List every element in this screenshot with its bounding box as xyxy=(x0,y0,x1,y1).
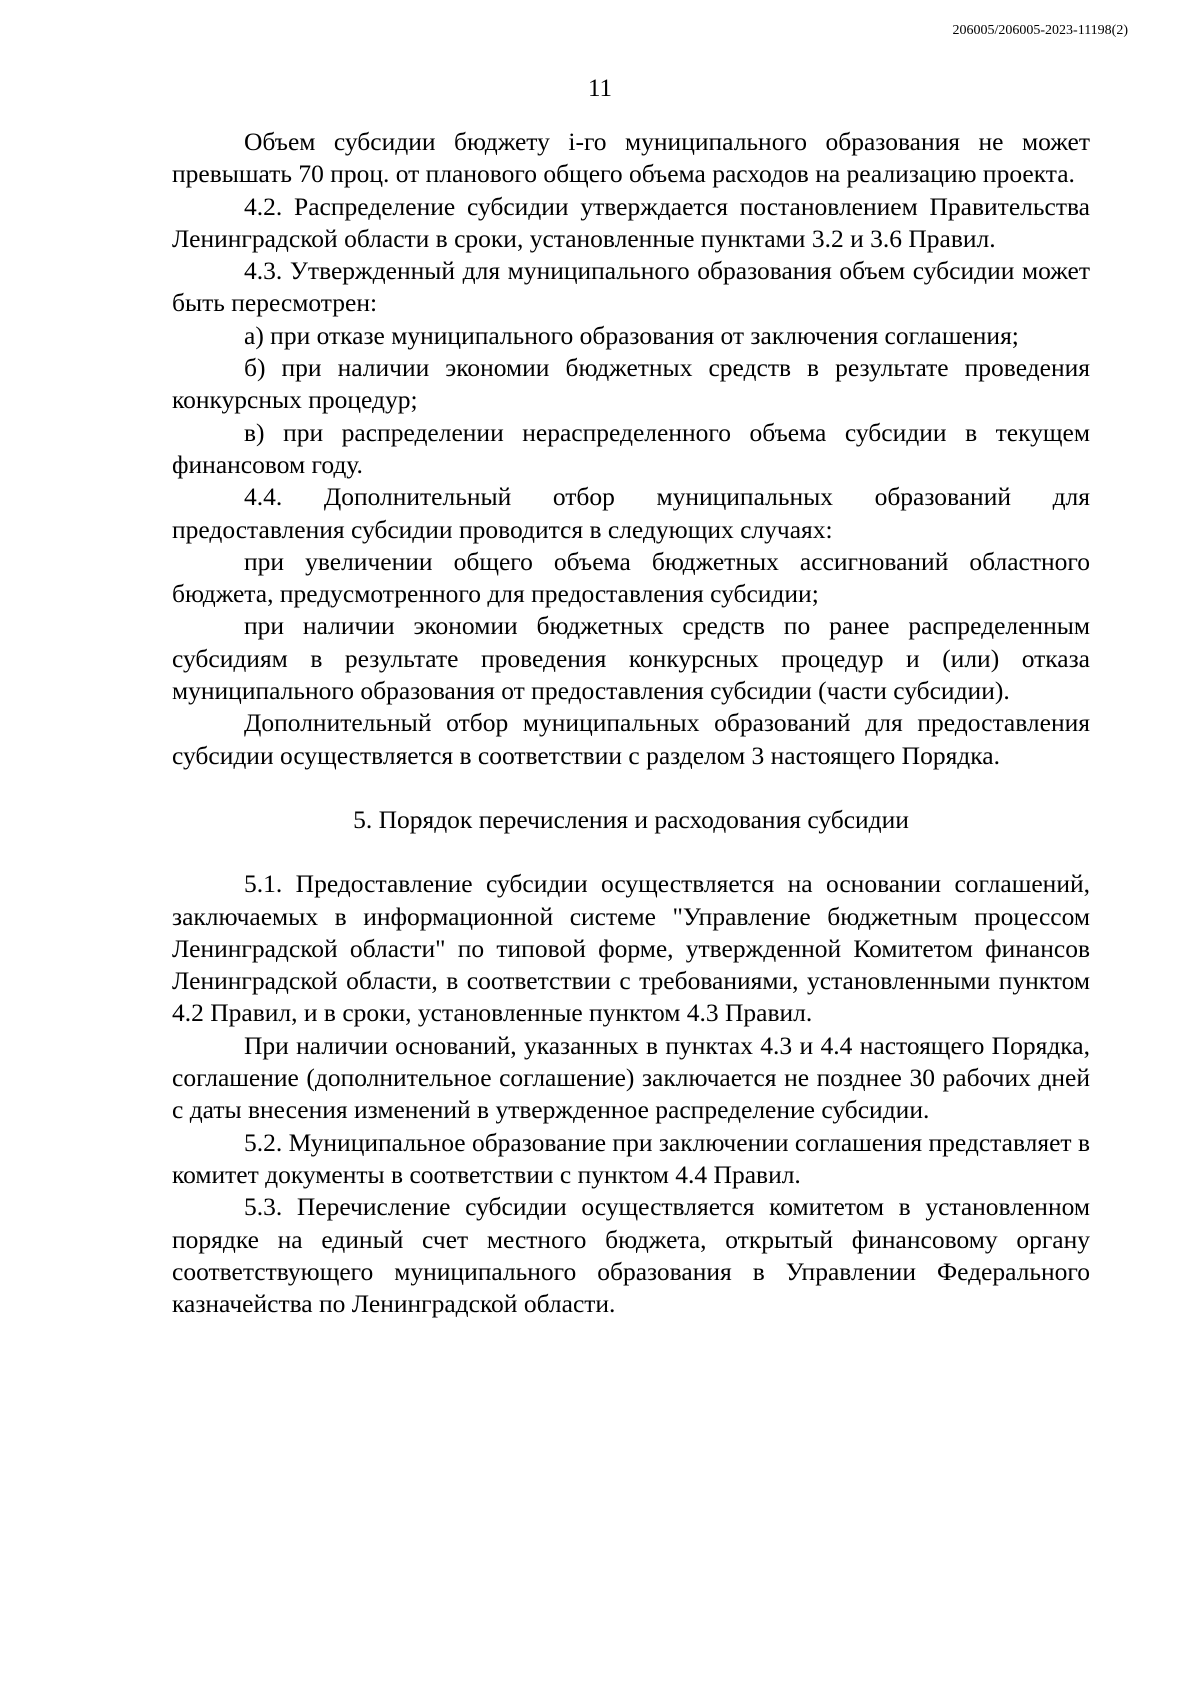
page-number: 11 xyxy=(587,75,613,102)
paragraph-5-1-grounds: При наличии оснований, указанных в пунктах 4.3 и 4.4 настоящего Порядка, соглашение (дополнительное соглашение) заключается не позднее 30 рабочих дней с даты внесения изменений в утвержденное распределение субсидии. xyxy=(172,1030,1090,1125)
paragraph-subsidy-limit: Объем субсидии бюджету i-го муниципального образования не может превышать 70 проц. от планового общего объема расходов на реализацию проекта. xyxy=(172,127,1090,189)
paragraph-4-3: 4.3. Утвержденный для муниципального образования объем субсидии может быть пересмотрен: xyxy=(172,256,1090,318)
document-body xyxy=(172,126,1090,1320)
paragraph-4-4-case-2: при наличии экономии бюджетных средств по ранее распределенным субсидиям в результате проведения конкурсных процедур и (или) отказа муниципального образования от предоставления субсидии (части субсидии). xyxy=(172,611,1090,706)
document-code: 206005/206005-2023-11198(2) xyxy=(952,23,1128,38)
paragraph-4-3-a: а) при отказе муниципального образования от заключения соглашения; xyxy=(244,320,1019,350)
paragraph-4-4: 4.4. Дополнительный отбор муниципальных образований для предоставления субсидии проводится в следующих случаях: xyxy=(172,482,1090,544)
paragraph-5-1: 5.1. Предоставление субсидии осуществляется на основании соглашений, заключаемых в информационной системе "Управление бюджетным процессом Ленинградской области" по типовой форме, утвержденной Комитетом финансов Ленинградской области, в соответствии с требованиями, установленными пунктом 4.2 Правил, и в сроки, установленные пунктом 4.3 Правил. xyxy=(172,869,1090,1028)
paragraph-additional-selection: Дополнительный отбор муниципальных образований для предоставления субсидии осуществляется в соответствии с разделом 3 настоящего Порядка. xyxy=(172,708,1090,770)
paragraph-4-2: 4.2. Распределение субсидии утверждается постановлением Правительства Ленинградской области в сроки, установленные пунктами 3.2 и 3.6 Правил. xyxy=(172,191,1090,253)
paragraph-5-3: 5.3. Перечисление субсидии осуществляется комитетом в установленном порядке на единый счет местного бюджета, открытый финансовому органу соответствующего муниципального образования в Управлении Федерального казначейства по Ленинградской области. xyxy=(172,1192,1090,1319)
paragraph-4-3-b: б) при наличии экономии бюджетных средств в результате проведения конкурсных процедур; xyxy=(172,353,1090,415)
paragraph-4-4-case-1: при увеличении общего объема бюджетных ассигнований областного бюджета, предусмотренного для предоставления субсидии; xyxy=(172,546,1090,609)
paragraph-4-3-v: в) при распределении нераспределенного объема субсидии в текущем финансовом году. xyxy=(172,417,1090,479)
section-5-heading: 5. Порядок перечисления и расходования субсидии xyxy=(353,804,909,834)
paragraph-5-2: 5.2. Муниципальное образование при заключении соглашения представляет в комитет документы в соответствии с пунктом 4.4 Правил. xyxy=(172,1127,1090,1189)
